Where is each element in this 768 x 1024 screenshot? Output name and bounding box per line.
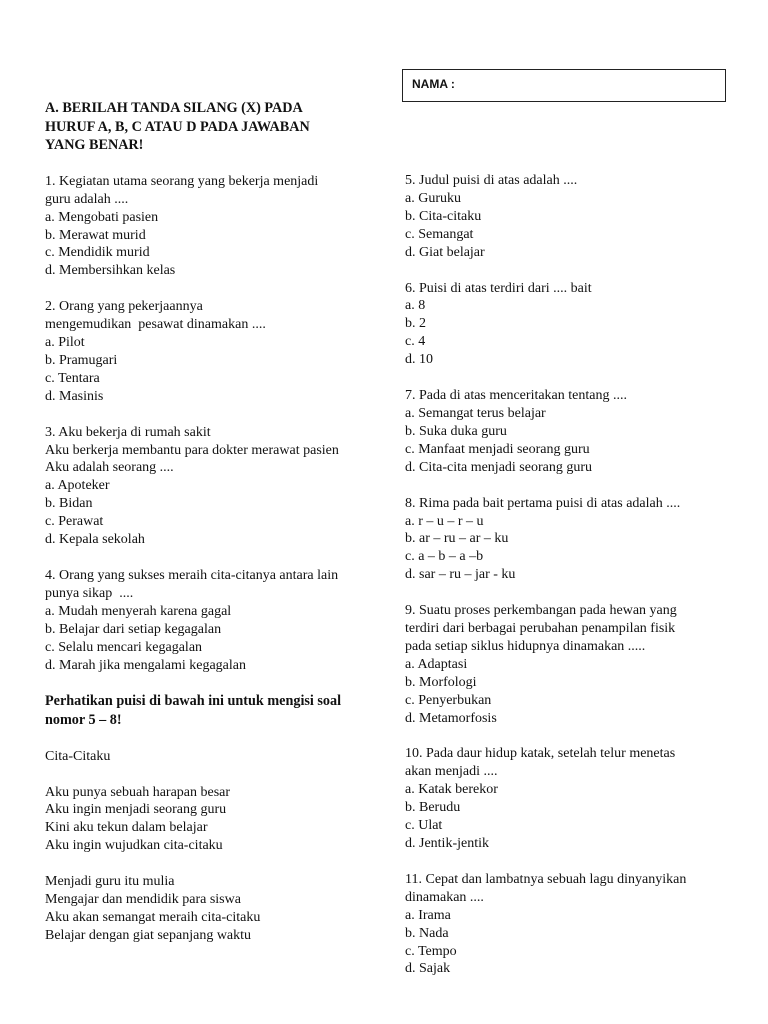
option-d[interactable]: d. Membersihkan kelas [45,263,176,279]
question-text: 3. Aku bekerja di rumah sakit [45,424,211,440]
option-d[interactable]: d. Giat belajar [405,244,485,260]
option-d[interactable]: d. Cita-cita menjadi seorang guru [405,459,592,475]
option-b[interactable]: b. Bidan [45,496,93,512]
option-d[interactable]: d. 10 [405,352,433,368]
right-column [405,172,745,978]
section-a-heading [45,99,390,155]
poem-line: Aku punya sebuah harapan besar [45,784,231,800]
question-7 [405,387,745,477]
poem-instruction [45,692,390,729]
question-text: 6. Puisi di atas terdiri dari .... bait [405,280,592,296]
question-4 [45,567,390,674]
option-c[interactable]: c. Selalu mencari kegagalan [45,639,203,655]
question-text: 8. Rima pada bait pertama puisi di atas adalah .... [405,495,681,511]
option-a[interactable]: a. Apoteker [45,478,110,494]
option-a[interactable]: a. Adaptasi [405,656,468,672]
question-1 [45,173,390,280]
option-c[interactable]: c. Ulat [405,818,443,834]
option-d[interactable]: d. Sajak [405,961,451,977]
poem-stanza-1 [45,784,390,856]
option-b[interactable]: b. Merawat murid [45,227,146,243]
option-b[interactable]: b. Morfologi [405,674,477,690]
option-c[interactable]: c. a – b – a –b [405,549,484,565]
poem-stanza-2 [45,873,390,945]
question-text: dinamakan .... [405,889,484,905]
option-b[interactable]: b. 2 [405,316,426,332]
option-c[interactable]: c. Mendidik murid [45,245,150,261]
option-b[interactable]: b. Berudu [405,800,461,816]
option-d[interactable]: d. Jentik-jentik [405,836,489,851]
poem-line: Aku ingin menjadi seorang guru [45,802,227,818]
question-6 [405,280,745,370]
option-b[interactable]: b. ar – ru – ar – ku [405,531,509,547]
poem-line: Belajar dengan giat sepanjang waktu [45,927,252,943]
question-text: punya sikap .... [45,585,134,601]
option-a[interactable]: a. Katak berekor [405,782,498,798]
option-d[interactable]: d. Marah jika mengalami kegagalan [45,657,246,673]
poem-line: Aku akan semangat meraih cita-citaku [45,909,261,925]
option-c[interactable]: c. Tentara [45,370,100,386]
question-text: mengemudikan pesawat dinamakan .... [45,317,266,333]
question-text: akan menjadi .... [405,764,498,780]
option-b[interactable]: b. Pramugari [45,352,118,368]
option-a[interactable]: a. Guruku [405,190,461,206]
question-text: 9. Suatu proses perkembangan pada hewan yang [405,603,677,619]
left-column [45,99,390,945]
poem-line: Menjadi guru itu mulia [45,874,175,890]
option-a[interactable]: a. Semangat terus belajar [405,405,546,421]
question-text: 11. Cepat dan lambatnya sebuah lagu dinyanyikan [405,871,687,887]
question-text: pada setiap siklus hidupnya dinamakan ..... [405,638,646,654]
heading-line: YANG BENAR! [45,137,144,154]
question-2 [45,298,390,405]
question-text: 1. Kegiatan utama seorang yang bekerja menjadi [45,173,319,189]
option-a[interactable]: a. Pilot [45,335,85,351]
option-a[interactable]: a. 8 [405,298,426,314]
option-d[interactable]: d. Metamorfosis [405,710,497,726]
option-c[interactable]: c. Manfaat menjadi seorang guru [405,441,590,457]
option-b[interactable]: b. Cita-citaku [405,208,482,224]
option-d[interactable]: d. Masinis [45,388,104,404]
option-a[interactable]: a. Mudah menyerah karena gagal [45,603,232,619]
question-5 [405,172,745,262]
question-8 [405,495,745,585]
option-b[interactable]: b. Belajar dari setiap kegagalan [45,621,222,637]
option-c[interactable]: c. Tempo [405,943,457,959]
poem-line: Kini aku tekun dalam belajar [45,820,208,836]
poem-line: Aku ingin wujudkan cita-citaku [45,838,223,854]
name-label: NAMA : [412,77,455,91]
question-3 [45,424,390,549]
heading-line: A. BERILAH TANDA SILANG (X) PADA [45,100,303,116]
option-b[interactable]: b. Suka duka guru [405,423,507,439]
question-9 [405,602,745,727]
question-text: Aku adalah seorang .... [45,460,174,476]
question-text: 7. Pada di atas menceritakan tentang .... [405,388,627,404]
question-text: Aku berkerja membantu para dokter merawat pasien [45,442,339,458]
name-field-box[interactable] [402,69,726,102]
option-d[interactable]: d. Kepala sekolah [45,532,145,548]
instruction-line: nomor 5 – 8! [45,712,122,729]
option-b[interactable]: b. Nada [405,925,449,941]
option-c[interactable]: c. Penyerbukan [405,692,492,708]
poem-line: Mengajar dan mendidik para siswa [45,892,241,908]
question-text: 2. Orang yang pekerjaannya [45,299,203,315]
option-a[interactable]: a. Mengobati pasien [45,209,159,225]
option-d[interactable]: d. sar – ru – jar - ku [405,567,516,583]
heading-line: HURUF A, B, C ATAU D PADA JAWABAN [45,118,310,135]
option-a[interactable]: a. Irama [405,907,451,923]
question-10 [405,745,745,852]
instruction-line: Perhatikan puisi di bawah ini untuk mengisi soal [45,693,342,710]
question-text: 4. Orang yang sukses meraih cita-citanya antara lain [45,568,339,583]
option-c[interactable]: c. 4 [405,334,426,350]
option-a[interactable]: a. r – u – r – u [405,513,484,529]
question-text: 5. Judul puisi di atas adalah .... [405,173,578,188]
option-c[interactable]: c. Semangat [405,226,474,242]
poem-title: Cita-Citaku [45,748,111,764]
question-text: 10. Pada daur hidup katak, setelah telur menetas [405,746,676,762]
question-11 [405,871,745,978]
question-text: terdiri dari berbagai perubahan penampilan fisik [405,621,676,637]
question-text: guru adalah .... [45,191,129,207]
option-c[interactable]: c. Perawat [45,514,104,530]
